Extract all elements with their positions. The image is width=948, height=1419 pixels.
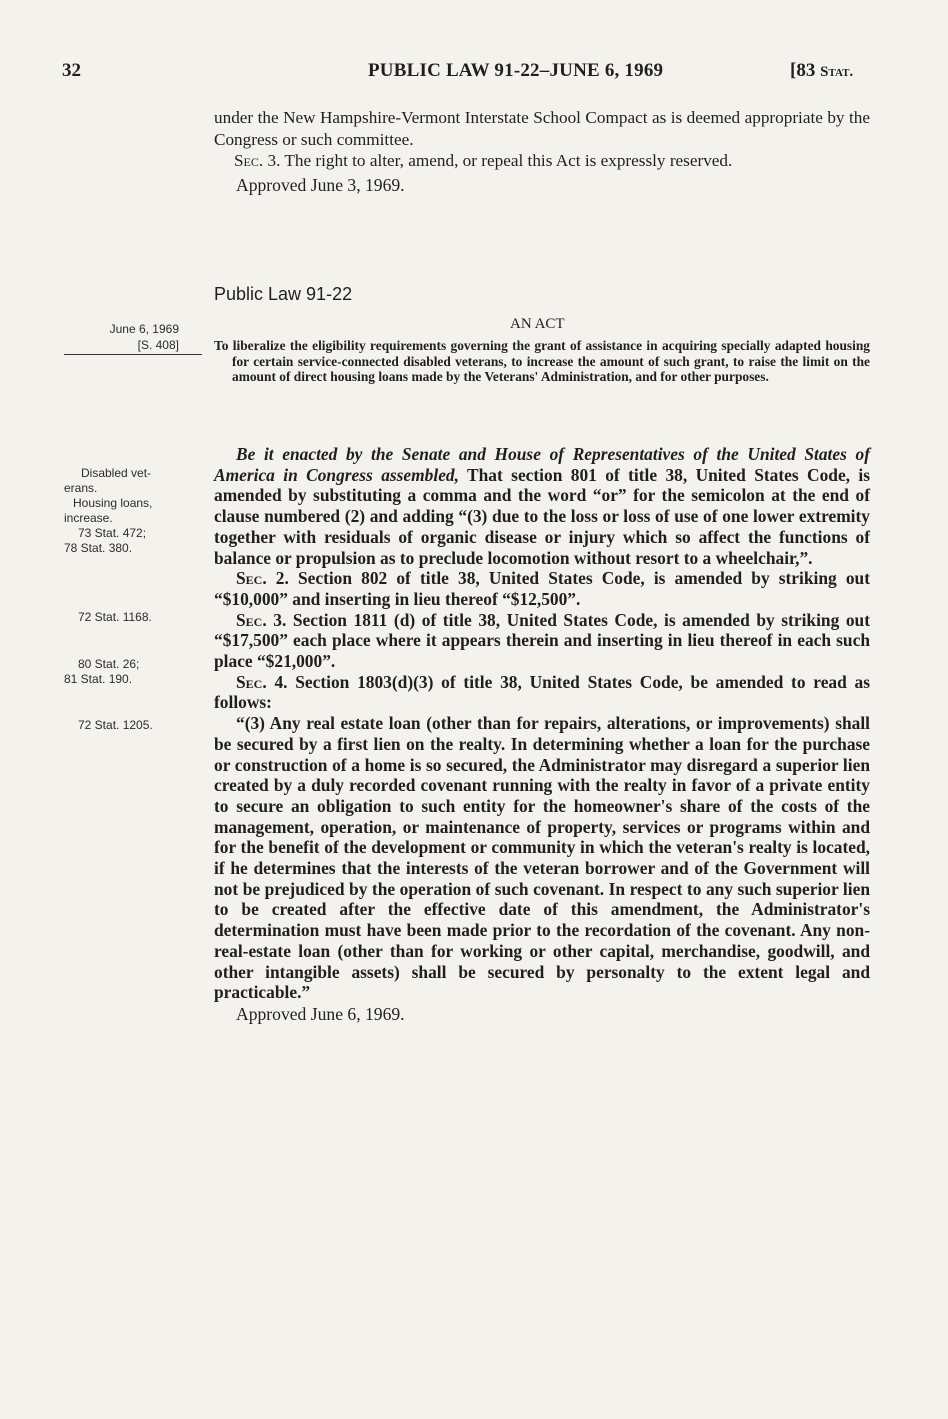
quoted-provision: “(3) Any real estate loan (other than for repairs, alterations, or improvements) shall be secured by a first lien on the realty. In determining whether a loan for the purchase or construction of a home is so secured, the Administrator may disregard a superior lien created by a duly recorded covenant running with the realty in favor of a private entity to secure an obligation to such entity for the homeowner's share of the costs of the management, operation, or maintenance of property, services or programs within and for the benefit of the development or community in which the veteran's realty is located, if he determines that the interests of the veteran borrower and of the Government will not be prejudiced by the operation of such covenant. In respect to any such superior lien to be created after the effective date of this amendment, the Administrator's determination must have been made prior to the recordation of the covenant. Any non-real-estate loan (other than for working or other capital, merchandise, goodwill, and other intangible assets) shall be secured by personalty to the extent legal and practicable.” (214, 713, 870, 1003)
margin-topic-line-1: Disabled vet- (81, 466, 152, 480)
law-approved: Approved June 6, 1969. (236, 1003, 405, 1024)
previous-law-section-3 (214, 150, 870, 172)
section-3-text: 3. Section 1811 (d) of title 38, United States Code, is amended by striking out “$17,500” each place where it appears therein and inserting in lieu thereof in each such place “$21,000”. (214, 609, 870, 672)
margin-citation: 72 Stat. 1168. (78, 610, 152, 624)
margin-topic-line-2: erans. (64, 481, 98, 495)
stat-label: Stat. (820, 64, 854, 80)
section-3 (214, 610, 870, 672)
public-law-title: Public Law 91-22 (214, 284, 353, 304)
section-2-text: 2. Section 802 of title 38, United States Code, is amended by striking out “$10,000” and inserting in lieu thereof “$12,500”. (214, 568, 870, 609)
margin-bill-number: [S. 408] (137, 338, 179, 352)
section-2 (214, 568, 870, 609)
margin-citation: 78 Stat. 380. (64, 541, 133, 555)
section-label: Sec. (236, 671, 267, 692)
margin-citation: 81 Stat. 190. (64, 672, 133, 686)
act-summary (214, 338, 870, 385)
section-1-text: That section 801 of title 38, United States Code, is amended by substituting a comma and the word “or” for the semicolon at the end of clause numbered (2) and adding “(3) due to the loss or loss of use of one lower extremity together with residuals of organic disease or injury which so affect the functions of balance or propulsion as to preclude locomotion without resort to a wheelchair,”. (214, 464, 870, 568)
running-head: PUBLIC LAW 91-22–JUNE 6, 1969 (368, 60, 664, 81)
section-label: Sec. (236, 609, 267, 630)
section-label: Sec. (236, 568, 267, 589)
enacting-clause: Be it enacted by the Senate and House of Representatives of the United States of America in Congress assembled, (214, 444, 870, 485)
previous-law-end (214, 107, 870, 196)
section-1 (214, 444, 870, 568)
section-label: Sec. (234, 151, 264, 170)
statute-volume-ref (790, 60, 853, 82)
stat-bracket: [83 (790, 60, 821, 81)
previous-law-approved: Approved June 3, 1969. (236, 174, 405, 195)
margin-citation: 73 Stat. 472; (78, 526, 147, 540)
section-4 (214, 672, 870, 713)
page-number: 32 (62, 60, 81, 81)
law-body (214, 444, 870, 1025)
previous-law-continuation: under the New Hampshire-Vermont Interstate School Compact as is deemed appropriate by the Congress or such committee. (214, 108, 870, 149)
margin-citation: 72 Stat. 1205. (78, 718, 153, 732)
margin-citation: 80 Stat. 26; (78, 657, 140, 671)
margin-date: June 6, 1969 (109, 322, 179, 336)
an-act-heading: AN ACT (510, 316, 565, 332)
section-4-text: 4. Section 1803(d)(3) of title 38, United States Code, be amended to read as follows: (214, 671, 870, 713)
margin-divider (64, 354, 202, 355)
margin-topic-line-3: Housing loans, (73, 496, 153, 510)
section-text: 3. The right to alter, amend, or repeal this Act is expressly reserved. (263, 151, 733, 170)
act-summary-text: To liberalize the eligibility requirements governing the grant of assistance in acquiring specially adapted housing for certain service-connected disabled veterans, to increase the amount of such grant, to raise the limit on the amount of direct housing loans made by the Veterans' Administration, and for other purposes. (214, 338, 870, 385)
margin-topic-line-4: increase. (64, 511, 113, 525)
